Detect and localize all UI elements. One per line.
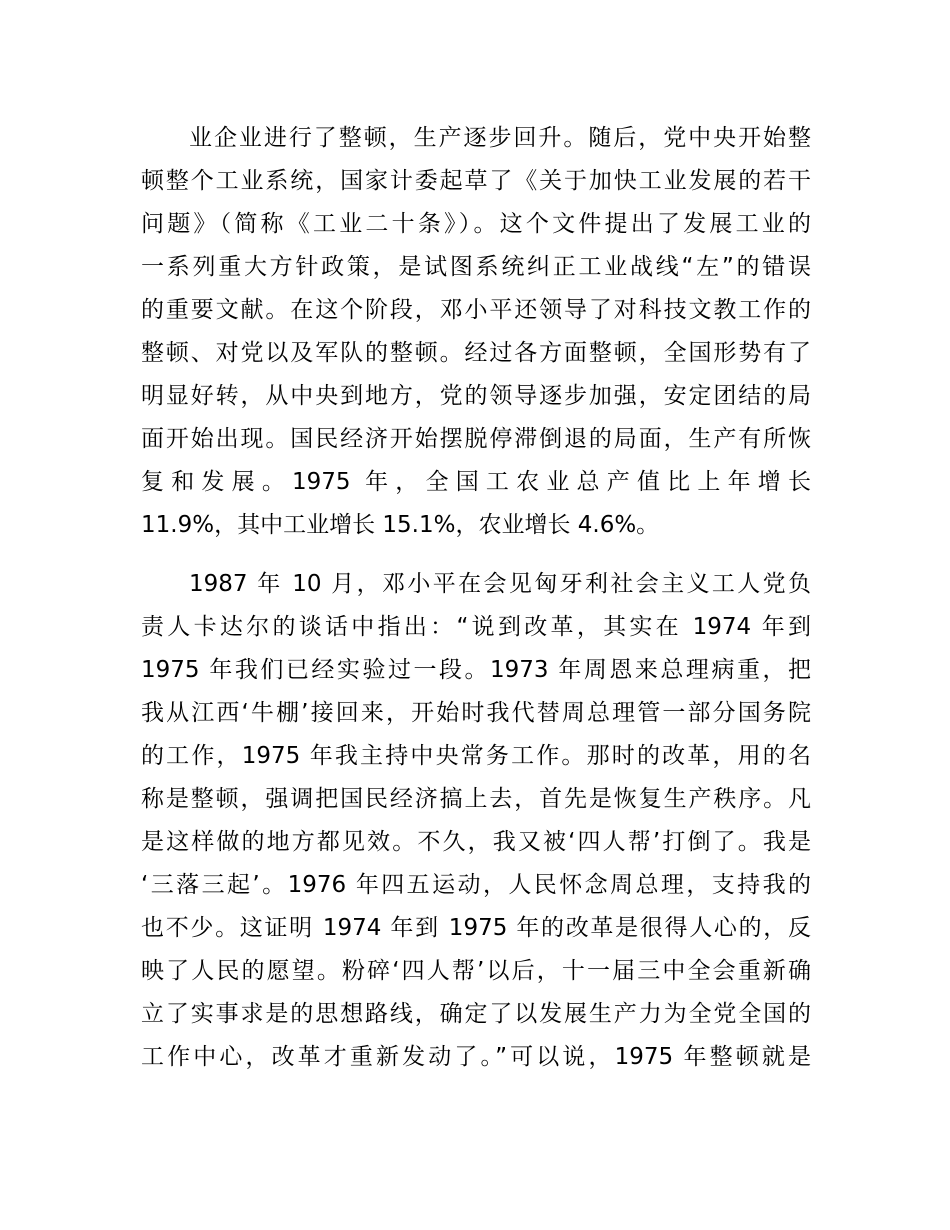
text-line: 是这样做的地方都见效。不久，我又被‘四人帮’打倒了。我是	[141, 829, 811, 855]
text-line: 责人卡达尔的谈话中指出：“说到改革，其实在 1974 年到	[141, 614, 811, 640]
text-line: 业企业进行了整顿，生产逐步回升。随后，党中央开始整	[189, 125, 811, 151]
text-line: 明显好转，从中央到地方，党的领导逐步加强，安定团结的局	[141, 383, 811, 409]
text-line: 我从江西‘牛棚’接回来，开始时我代替周总理管一部分国务院	[141, 700, 811, 726]
text-line: 称是整顿，强调把国民经济搞上去，首先是恢复生产秩序。凡	[141, 786, 811, 812]
text-line: 1987 年 10 月，邓小平在会见匈牙利社会主义工人党负	[189, 571, 811, 597]
text-line: 面开始出现。国民经济开始摆脱停滞倒退的局面，生产有所恢	[141, 426, 811, 452]
text-line: 的重要文献。在这个阶段，邓小平还领导了对科技文教工作的	[141, 297, 811, 323]
text-line: 11.9%，其中工业增长 15.1%，农业增长 4.6%。	[141, 512, 660, 538]
text-line: 1975 年我们已经实验过一段。1973 年周恩来总理病重，把	[141, 657, 811, 683]
paragraph-2	[141, 563, 811, 1079]
paragraph-1	[141, 117, 811, 547]
text-line: 工作中心，改革才重新发动了。”可以说，1975 年整顿就是	[141, 1044, 811, 1070]
text-line: 整顿、对党以及军队的整顿。经过各方面整顿，全国形势有了	[141, 340, 811, 366]
text-line: 映了人民的愿望。粉碎‘四人帮’以后，十一届三中全会重新确	[141, 958, 811, 984]
text-line: 也不少。这证明 1974 年到 1975 年的改革是很得人心的，反	[141, 915, 811, 941]
text-line: ‘三落三起’。1976 年四五运动，人民怀念周总理，支持我的	[141, 872, 811, 898]
text-line: 的工作，1975 年我主持中央常务工作。那时的改革，用的名	[141, 743, 811, 769]
text-line: 立了实事求是的思想路线，确定了以发展生产力为全党全国的	[141, 1001, 811, 1027]
text-line: 顿整个工业系统，国家计委起草了《关于加快工业发展的若干	[141, 168, 811, 194]
text-line: 复和发展。1975 年，全国工农业总产值比上年增长	[141, 469, 811, 495]
text-line: 问题》（简称《工业二十条》）。这个文件提出了发展工业的	[141, 211, 811, 237]
text-line: 一系列重大方针政策，是试图系统纠正工业战线“左”的错误	[141, 254, 811, 280]
